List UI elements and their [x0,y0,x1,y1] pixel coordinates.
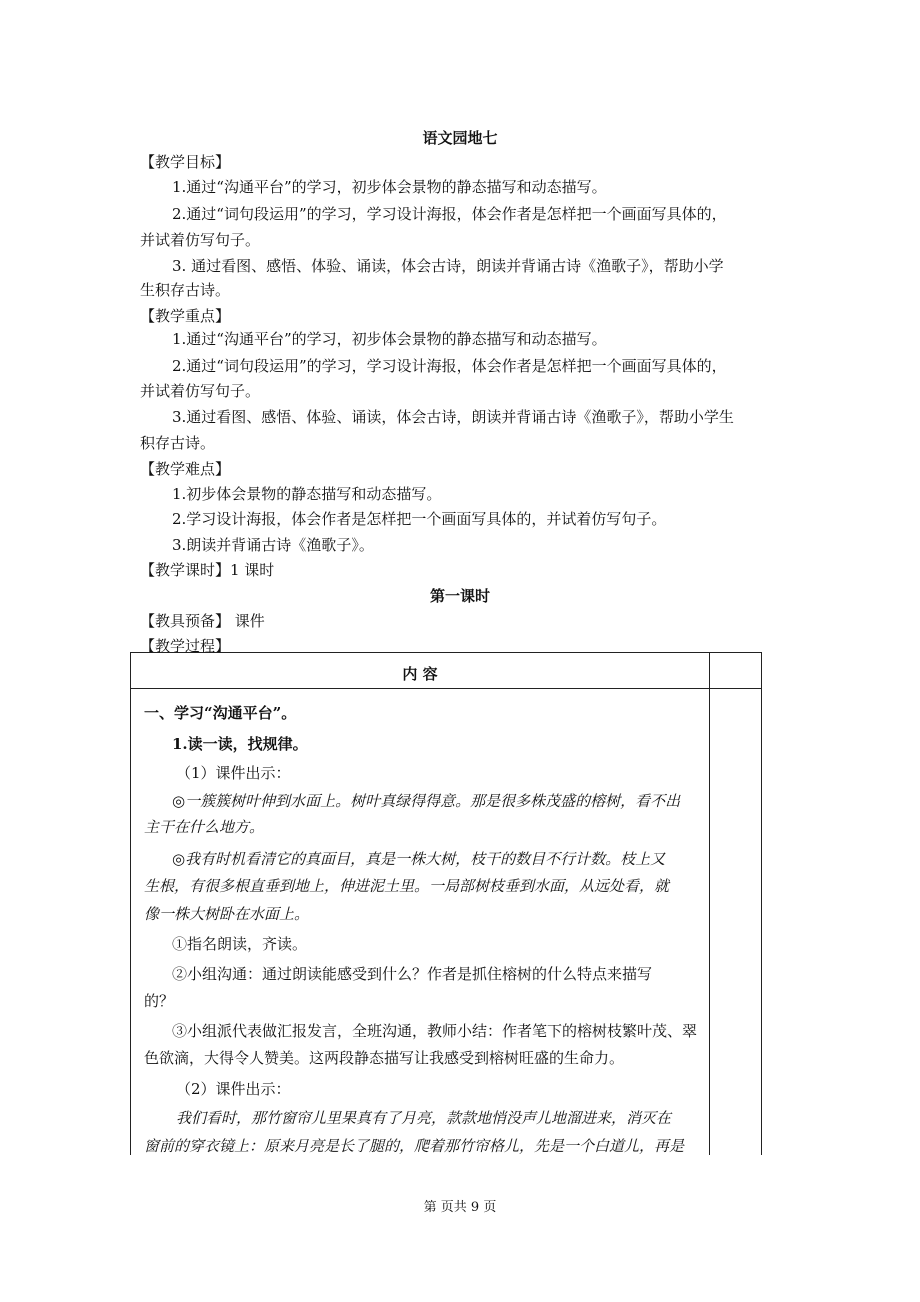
objective-line: 3. 通过看图、感悟、体验、诵读，体会古诗，朗读并背诵古诗《渔歌子》，帮助小学 [172,257,724,275]
difficulties-heading: 【教学难点】 [140,460,231,478]
page-footer: 第 页共 9 页 [423,1200,497,1215]
table-row: 主干在什么地方。 [144,818,265,836]
table-row: 一、学习“沟通平台”。 [144,704,297,722]
objective-line: 2.通过“词句段运用”的学习，学习设计海报，体会作者是怎样把一个画面写具体的， [172,205,727,223]
table-header: 内 容 [402,665,438,683]
teaching-process-heading: 【教学过程】 [140,637,231,655]
page-title: 语文园地七 [422,129,498,147]
table-row: ②小组沟通：通过朗读能感受到什么？作者是抓住榕树的什么特点来描写 [172,965,653,983]
difficulty-line: 1.初步体会景物的静态描写和动态描写。 [172,485,442,503]
objective-line: 生积存古诗。 [140,281,231,299]
table-row: ◎一簇簇树叶伸到水面上。树叶真绿得得意。那是很多株茂盛的榕树，看不出 [172,792,681,810]
key-point-line: 并试着仿写句子。 [140,382,261,400]
objectives-heading: 【教学目标】 [140,153,231,171]
difficulty-line: 3.朗读并背诵古诗《渔歌子》。 [172,536,374,554]
table-row: ◎我有时机看清它的真面目，真是一株大树，枝干的数目不行计数。枝上又 [172,850,666,868]
table-row: 1.读一读，找规律。 [172,735,308,753]
teaching-hours: 【教学课时】1 课时 [140,561,275,579]
key-point-line: 1.通过“沟通平台”的学习，初步体会景物的静态描写和动态描写。 [172,330,607,348]
table-row: ①指名朗读，齐读。 [172,935,308,953]
difficulty-line: 2.学习设计海报，体会作者是怎样把一个画面写具体的，并试着仿写句子。 [172,510,667,528]
objective-line: 并试着仿写句子。 [140,231,261,249]
table-row: （1）课件出示： [176,764,291,782]
key-point-line: 积存古诗。 [140,434,216,452]
table-row: 像一株大树卧在水面上。 [144,905,310,923]
table-row: 色欲滴，大得令人赞美。这两段静态描写让我感受到榕树旺盛的生命力。 [144,1049,625,1067]
objective-line: 1.通过“沟通平台”的学习，初步体会景物的静态描写和动态描写。 [172,178,607,196]
key-points-heading: 【教学重点】 [140,307,231,325]
table-row: 生根，有很多根直垂到地上，伸进泥土里。一局部树枝垂到水面，从远处看，就 [144,877,670,895]
lesson-title: 第一课时 [429,587,490,605]
key-point-line: 2.通过“词句段运用”的学习，学习设计海报，体会作者是怎样把一个画面写具体的， [172,357,727,375]
key-point-line: 3.通过看图、感悟、体验、诵读，体会古诗，朗读并背诵古诗《渔歌子》，帮助小学生 [172,408,734,426]
teaching-tools: 【教具预备】 课件 [140,612,265,630]
table-row: 我们看时，那竹窗帘儿里果真有了月亮，款款地悄没声儿地溜进来，消灭在 [176,1109,672,1127]
table-row: 的？ [144,992,175,1010]
table-row: （2）课件出示： [176,1080,291,1098]
table-row: ③小组派代表做汇报发言，全班沟通，教师小结：作者笔下的榕树枝繁叶茂、翠 [172,1022,698,1040]
table-row: 窗前的穿衣镜上：原来月亮是长了腿的，爬着那竹帘格儿，先是一个白道儿，再是 [144,1137,685,1155]
